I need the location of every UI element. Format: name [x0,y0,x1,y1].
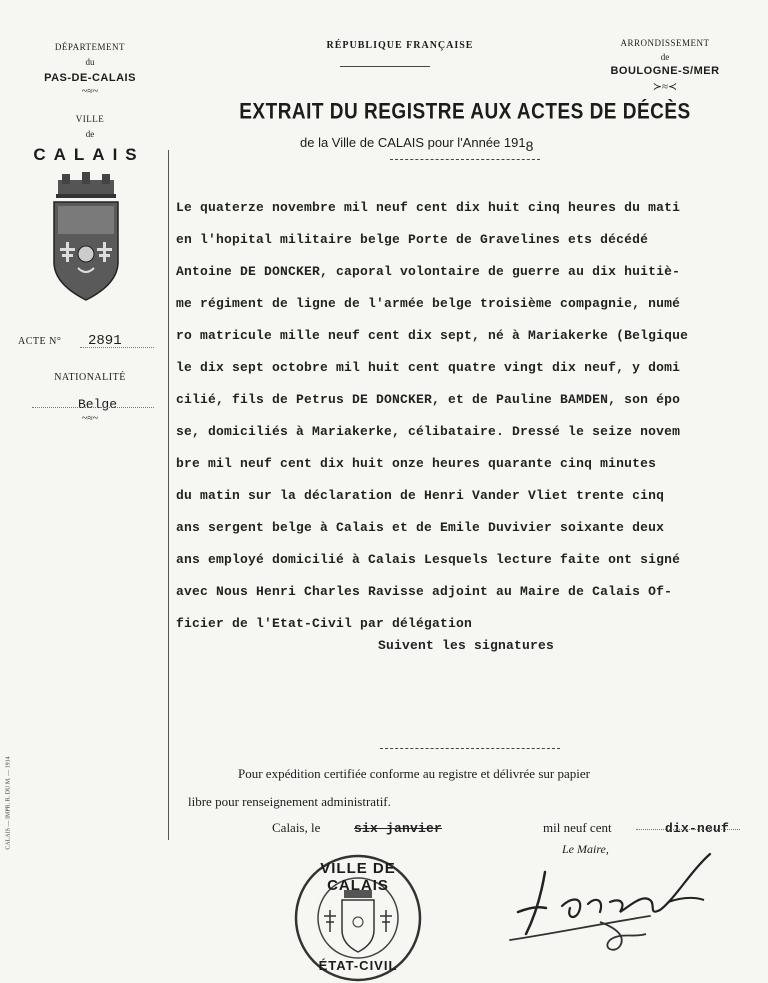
ville-name: CALAIS [33,145,145,164]
ornament-3: ≻≈≺ [652,81,678,93]
departement-label: DÉPARTEMENT [54,42,126,52]
document-subtitle [300,134,534,154]
coat-of-arms-icon [46,172,126,307]
signatures-line: Suivent les signatures [378,638,555,653]
body-line: Antoine DE DONCKER, caporal volontaire de guerre au dix huitiè- [176,264,681,279]
ornament-1: ~≈~ [81,86,99,97]
body-line: Le quaterze novembre mil neuf cent dix huit cinq heures du mati [176,200,681,215]
body-line: avec Nous Henri Charles Ravisse adjoint au Maire de Calais Of- [176,584,673,599]
body-line: ficier de l'Etat-Civil par délégation [176,616,473,631]
departement-name: PAS-DE-CALAIS [44,72,136,84]
margin-print: CALAIS — IMPR. R. DU M. — 1914 [5,756,12,850]
republique: RÉPUBLIQUE FRANÇAISE [326,40,474,51]
arrondissement-label: ARRONDISSEMENT [620,38,710,48]
stamp-bottom-text: ÉTAT-CIVIL [318,958,398,973]
ornament-2: ~≈~ [81,413,99,424]
subtitle-year-suffix: 8 [525,138,534,154]
ville-de: de [85,129,95,139]
body-line: cilié, fils de Petrus DE DONCKER, et de Pauline BAMDEN, son épo [176,392,681,407]
acte-label: ACTE N° [18,336,62,347]
nationalite-label: NATIONALITÉ [54,372,126,383]
certification-year-text: mil neuf cent [543,820,612,835]
acte-number: 2891 [88,333,122,349]
subtitle-text: de la Ville de CALAIS pour l'Année 191 [300,135,526,150]
arrondissement-de: de [660,52,670,62]
certification-year-value: dix-neuf [665,821,730,836]
ville-label: VILLE [75,114,105,124]
certification-place: Calais, le [272,820,321,835]
body-text [176,198,768,646]
mayor-signature-icon [470,842,740,962]
body-line: se, domiciliés à Mariakerke, célibataire. Dressé le seize novem [176,424,681,439]
body-line: bre mil neuf cent dix huit onze heures quarante cinq minutes [176,456,657,471]
body-line: en l'hopital militaire belge Porte de Gravelines ets décédé [176,232,649,247]
body-line: ans sergent belge à Calais et de Emile Duvivier soixante deux [176,520,665,535]
certification-date: six janvier [354,821,443,836]
departement-du: du [85,57,95,67]
certification-line-2: libre pour renseignement administratif. [188,794,391,809]
maire-label: Le Maire, [562,842,609,856]
document-title: EXTRAIT DU REGISTRE AUX ACTES DE DÉCÈS [239,100,691,125]
body-line: me régiment de ligne de l'armée belge troisième compagnie, numé [176,296,681,311]
certification-line-1: Pour expédition certifiée conforme au registre et délivrée sur papier [238,766,590,781]
body-line: ans employé domicilié à Calais Lesquels lecture faite ont signé [176,552,681,567]
arrondissement-name: BOULOGNE-S/MER [610,65,720,77]
stamp-top-text: VILLE DE CALAIS [320,860,396,894]
body-line: le dix sept octobre mil huit cent quatre vingt dix neuf, y domi [176,360,681,375]
nationalite-value: Belge [78,397,118,412]
body-line: ro matricule mille neuf cent dix sept, né à Mariakerke (Belgique [176,328,689,343]
body-line: du matin sur la déclaration de Henri Vander Vliet trente cinq [176,488,665,503]
